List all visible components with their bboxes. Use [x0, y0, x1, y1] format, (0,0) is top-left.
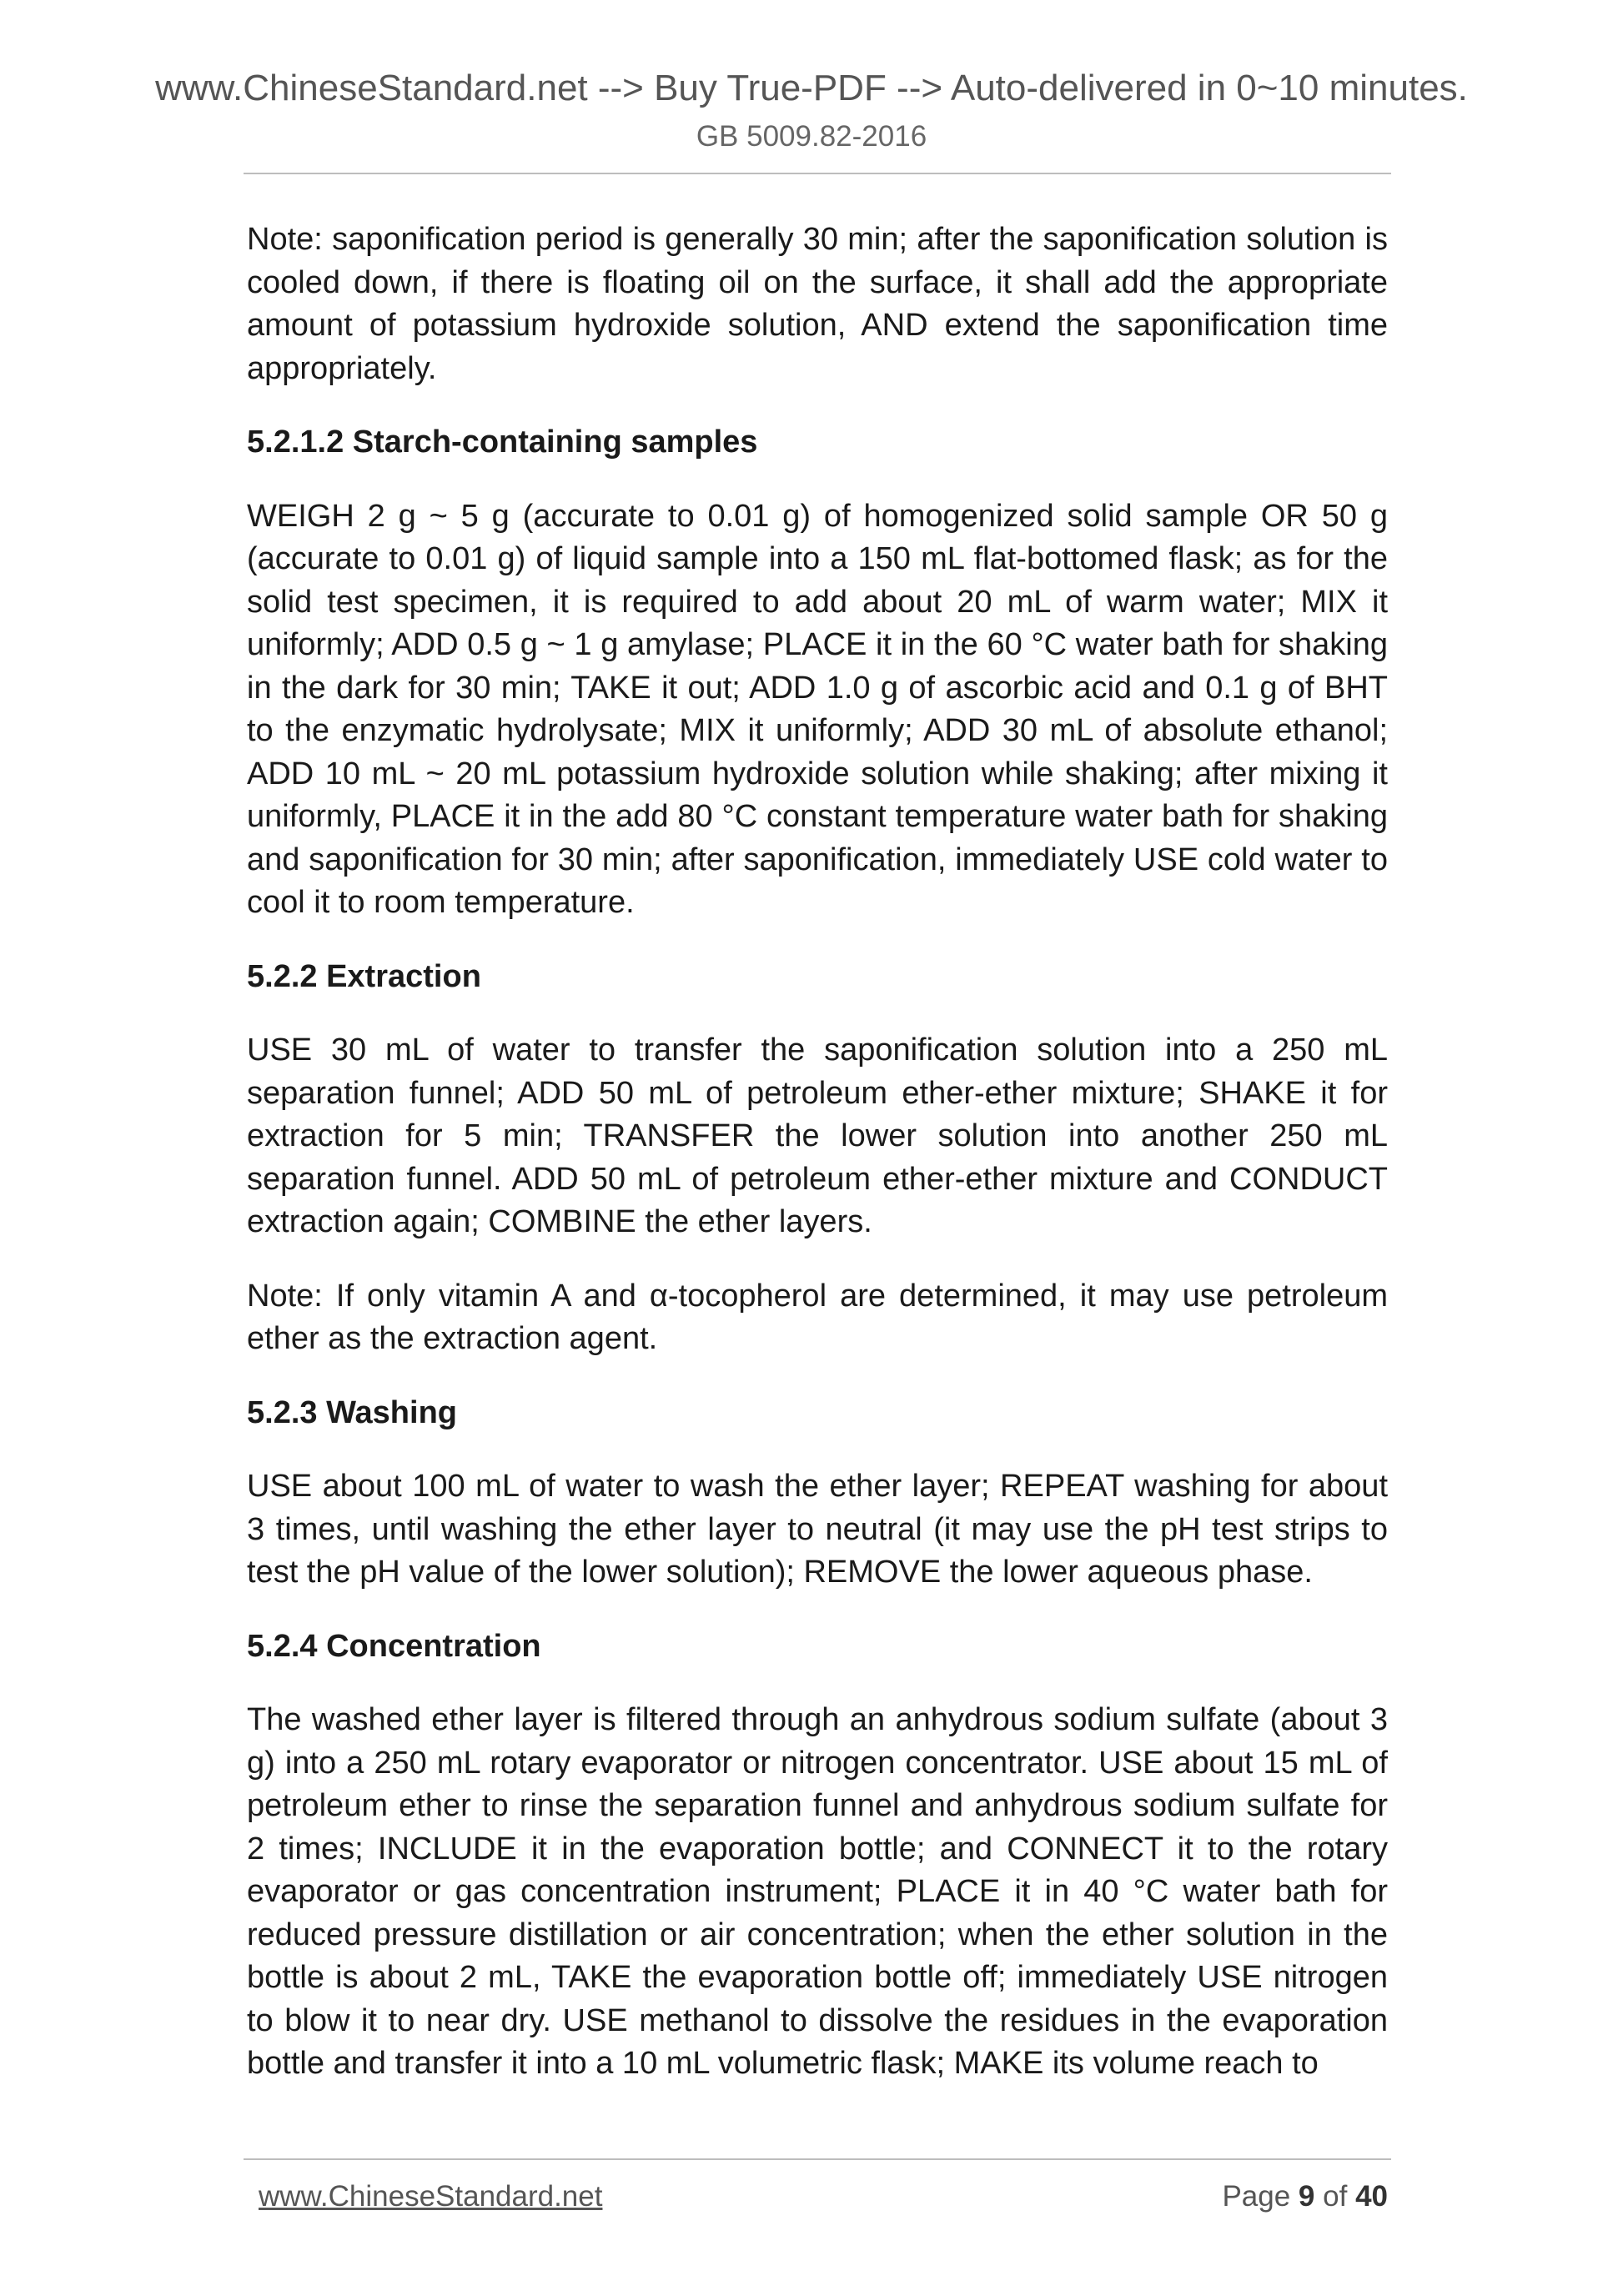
document-body: [247, 219, 1388, 2117]
header-divider: [244, 173, 1391, 174]
section-body-5-2-1-2: WEIGH 2 g ~ 5 g (accurate to 0.01 g) of homogenized solid sample OR 50 g (accurate to 0.01 g) of liquid sample into a 150 mL flat-bottomed flask; as for the solid test specimen, it is required to add about 20 mL of warm water; MIX it uniformly; ADD 0.5 g ~ 1 g amylase; PLACE it in the 60 °C water bath for shaking in the dark for 30 min; TAKE it out; ADD 1.0 g of ascorbic acid and 0.1 g of BHT to the enzymatic hydrolysate; MIX it uniformly; ADD 30 mL of absolute ethanol; ADD 10 mL ~ 20 mL potassium hydroxide solution while shaking; after mixing it uniformly, PLACE it in the add 80 °C constant temperature water bath for shaking and saponification for 30 min; after saponification, immediately USE cold water to cool it to room temperature.: [247, 498, 1388, 920]
section-body-5-2-4: The washed ether layer is filtered through an anhydrous sodium sulfate (about 3 g) into a 250 mL rotary evaporator or nitrogen concentrator. USE about 15 mL of petroleum ether to rinse the separation funnel and anhydrous sodium sulfate for 2 times; INCLUDE it in the evaporation bottle; and CONNECT it to the rotary evaporator or gas concentration instrument; PLACE it in 40 °C water bath for reduced pressure distillation or air concentration; when the ether solution in the bottle is about 2 mL, TAKE the evaporation bottle off; immediately USE nitrogen to blow it to near dry. USE methanol to dissolve the residues in the evaporation bottle and transfer it into a 10 mL volumetric flask; MAKE its volume reach to: [247, 1702, 1388, 2081]
extraction-note: Note: If only vitamin A and α-tocopherol are determined, it may use petroleum ether as the extraction agent.: [247, 1278, 1388, 1356]
page-prefix: Page: [1222, 2180, 1291, 2213]
saponification-note: Note: saponification period is generally 30 min; after the saponification solution is cooled down, if there is floating oil on the surface, it shall add the appropriate amount of potassium hydroxide solution, AND extend the saponification time appropriately.: [247, 222, 1388, 386]
section-heading-5-2-1-2: 5.2.1.2 Starch-containing samples: [247, 425, 758, 460]
section-body-5-2-3: USE about 100 mL of water to wash the ether layer; REPEAT washing for about 3 times, until washing the ether layer to neutral (it may use the pH test strips to test the pH value of the lower solution); REMOVE the lower aqueous phase.: [247, 1469, 1388, 1590]
footer-website-link[interactable]: www.ChineseStandard.net: [259, 2180, 603, 2213]
header-banner: www.ChineseStandard.net --> Buy True-PDF --> Auto-delivered in 0~10 minutes.: [155, 68, 1468, 108]
section-body-5-2-2: USE 30 mL of water to transfer the saponification solution into a 250 mL separation funnel; ADD 50 mL of petroleum ether-ether mixture; SHAKE it for extraction for 5 min; TRANSFER the lower solution into another 250 mL separation funnel. ADD 50 mL of petroleum ether-ether mixture and CONDUCT extraction again; COMBINE the ether layers.: [247, 1032, 1388, 1239]
standard-id: GB 5009.82-2016: [696, 120, 927, 153]
page-total: 40: [1355, 2180, 1388, 2213]
page-indicator: [1222, 2178, 1388, 2215]
section-heading-5-2-2: 5.2.2 Extraction: [247, 958, 481, 994]
page-of: of: [1323, 2180, 1348, 2213]
section-heading-5-2-3: 5.2.3 Washing: [247, 1394, 457, 1430]
section-heading-5-2-4: 5.2.4 Concentration: [247, 1628, 541, 1664]
page-current: 9: [1298, 2180, 1315, 2213]
footer-divider: [244, 2158, 1391, 2160]
